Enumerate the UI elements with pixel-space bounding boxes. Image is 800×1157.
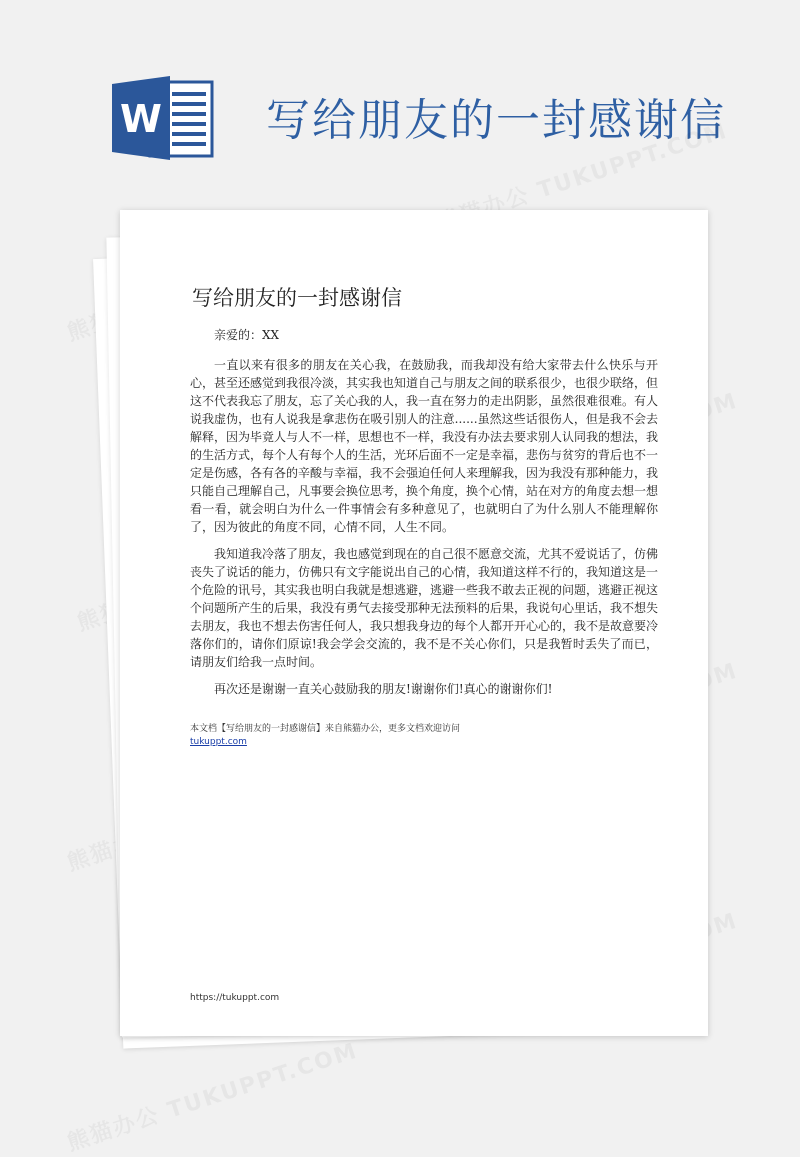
bottom-url: https://tukuppt.com (190, 993, 280, 1003)
word-logo-letter: W (120, 97, 162, 141)
paragraph: 再次还是谢谢一直关心鼓励我的朋友!谢谢你们!真心的谢谢你们! (214, 682, 553, 696)
banner-title: 写给朋友的一封感谢信 (266, 95, 726, 146)
footer-note-text: 本文档【写给朋友的一封感谢信】来自熊猫办公，更多文档欢迎访问 (190, 724, 461, 734)
paragraph: 我知道我冷落了朋友，我也感觉到现在的自己很不愿意交流，尤其不爱说话了，仿佛丧失了说话的能力，仿佛只有文字能说出自己的心情，我知道这样不行的，我知道这是一个危险的讯号，其实我也明白我就是想逃避，逃避一些我不敢去正视的问题，逃避正视这个问题所产生的后果，我没有勇气去接受那种无法预料的后果，我说句心里话，我不想失去朋友，我也不想去伤害任何人，我只想我身边的每个人都开开心心的，我不是故意要冷落你们的，请你们原谅!我会学会交流的，我不是不关心你们，只是我暂时丢失了而已，请朋友们给我一点时间。 (190, 547, 659, 669)
document-body (190, 326, 658, 707)
salutation: 亲爱的：XX (214, 328, 280, 342)
footer-note (190, 723, 660, 749)
word-document-icon (112, 76, 216, 160)
footer-link[interactable]: tukuppt.com (190, 737, 247, 747)
paragraph: 一直以来有很多的朋友在关心我，在鼓励我，而我却没有给大家带去什么快乐与开心，甚至还感觉到我很冷淡，其实我也知道自己与朋友之间的联系很少，也很少联络，但这不代表我忘了朋友，忘了关心我的人，我一直在努力的走出阴影，虽然很难很难。有人说我虚伪，也有人说我是拿悲伤在吸引别人的注意......虽然这些话很伤人，但是我不会去解释，因为毕竟人与人不一样，思想也不一样，我没有办法去要求别人认同我的想法，我的生活方式，每个人有每个人的生活，光环后面不一定是幸福，悲伤与贫穷的背后也不一定是伤感，各有各的辛酸与幸福，我不会强迫任何人来理解我，因为我没有那种能力，我只能自己理解自己，凡事要会换位思考，换个角度，换个心情，站在对方的角度去想一想看一看，就会明白为什么一件事情会有多种意见了，也就明白了为什么别人不能理解你了，因为彼此的角度不同，心情不同，人生不同。 (190, 358, 659, 534)
watermark (63, 1034, 362, 1157)
document-title: 写给朋友的一封感谢信 (192, 286, 402, 310)
